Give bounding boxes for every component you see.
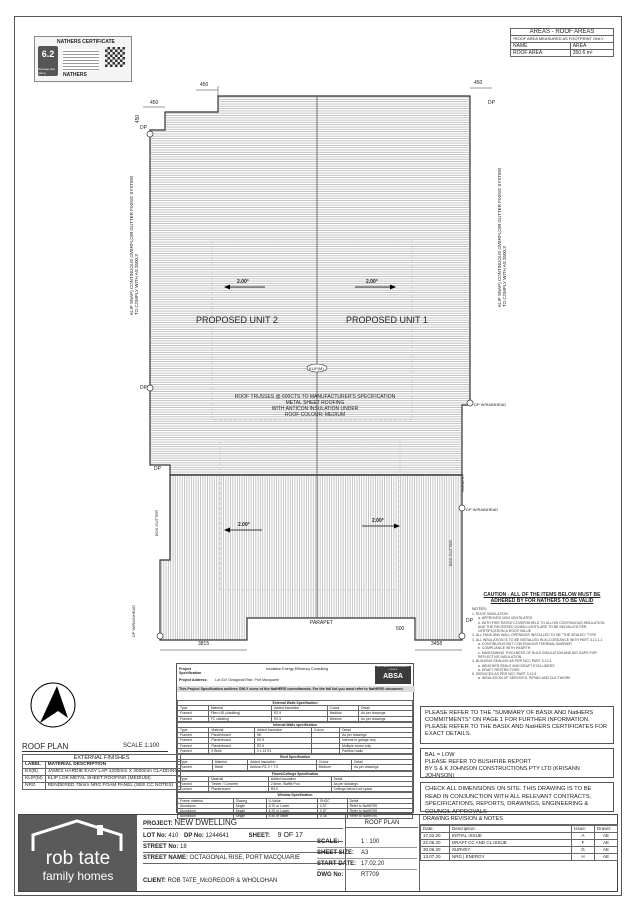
start-date-value: 17.02.20	[361, 861, 385, 867]
rainhead-label: DP W/RAINHEAD	[466, 507, 499, 512]
absa-badge	[375, 666, 411, 684]
spec-section-cell: 6.40 or lower	[266, 814, 317, 819]
spec-section-header: Added Insulation	[268, 776, 331, 781]
dp-label: DP	[140, 125, 147, 131]
street-name-label: STREET NAME:	[143, 855, 188, 861]
project-info	[141, 815, 343, 891]
sheet-size-label: SHEET SIZE:	[317, 850, 355, 856]
dim-bottom-right: 3458	[431, 641, 443, 647]
box-gutter-label: BOX GUTTER	[154, 509, 160, 537]
spec-section-header: Detail	[347, 798, 412, 803]
bal-line: BY S & K JOHNSON CONSTRUCTIONS PTY LTD (KRISANN JOHNSON)	[425, 766, 580, 779]
revision-cell: DRAFT CC AND CL ISSUE	[450, 840, 572, 847]
caution-notes	[472, 592, 612, 681]
box-gutter-label: BOX GUTTER	[448, 539, 454, 567]
spec-address-label: Project Address:	[179, 678, 208, 682]
sheet-label: SHEET:	[248, 833, 270, 839]
basix-notice: PLEASE REFER TO THE "SUMMARY OF BASIX AND NatHERS COMMITMENTS" ON PAGE 1 FOR FURTHER INFORMATION. PLEASE REFER TO THE BASIX AND NatHERS CERTIFICATES FOR EXACT DETAILS.	[420, 706, 614, 744]
absa-badge-top: AUSTRALIAN BUILDING ENERGY COUNCIL	[377, 666, 409, 671]
unit-2-label: PROPOSED UNIT 2	[196, 315, 278, 325]
finishes-header: MATERIAL DESCRIPTION	[45, 762, 180, 769]
dim-top-1: 450	[200, 82, 209, 88]
dim-bottom-left: 3815	[198, 641, 210, 647]
spec-section-header: Type	[178, 728, 209, 733]
spec-section-cell: Partition walls	[340, 748, 413, 753]
slope-label: 2.00°	[238, 522, 250, 528]
revision-title: DRAWING REVISION & NOTES	[420, 815, 618, 825]
sheet-size-value: A3	[361, 850, 369, 856]
slope-label: 2.00°	[237, 279, 249, 285]
dwg-no-value: RT709	[361, 872, 379, 878]
title-block	[18, 814, 618, 892]
spec-section-cell: Framed	[178, 716, 209, 721]
downpipe-marker	[147, 385, 153, 391]
spec-section-cell: Refer to NatHERS	[347, 814, 412, 819]
project-value: NEW DWELLING	[174, 818, 238, 827]
roof-plan-title-underline	[22, 751, 168, 752]
spec-section-cell: Contact	[178, 787, 209, 792]
spec-section-header: SHGC	[318, 798, 348, 803]
revision-cell: AE	[595, 833, 618, 840]
dwg-no-label: DWG No:	[317, 872, 344, 878]
absa-badge-brand: ABSA	[383, 673, 403, 680]
revision-cell: 13.07.20	[421, 854, 450, 861]
revision-header: Drawn:	[595, 826, 618, 833]
finishes-cell: KLIP LOK METAL SHEET ROOFING (MEDIUM)	[45, 776, 180, 783]
revision-cell: H	[572, 854, 595, 861]
finishes-cell: KLIP(M)	[23, 776, 46, 783]
spec-section-cell: Plasterboard	[209, 738, 255, 743]
spec-section-cell: Aluminium	[178, 803, 234, 808]
rainhead-label: DP W/RAINHEAD	[474, 402, 507, 407]
revision-cell: 17.02.20	[421, 833, 450, 840]
spec-section-cell: Refer to NatHERS	[347, 809, 412, 814]
start-date-label: START DATE:	[317, 861, 357, 867]
dp-no-label: DP No:	[184, 833, 204, 839]
spec-section-title: Internal Walls specification	[178, 722, 413, 727]
caution-item: 2. ALL FANS AND WALL OPENINGS INSTALLED TO BE "THE SEALED" TYPE	[472, 633, 597, 638]
energy-rating-stars: 6.2	[41, 49, 55, 59]
drawing-meta	[317, 837, 417, 880]
spec-section-cell: 0.57	[318, 803, 348, 808]
spec-section-header: Added Insulation	[254, 728, 311, 733]
finishes-cell: EX(B)	[23, 769, 46, 776]
dim-top-3: 450	[150, 100, 159, 106]
caution-item: b. WITH FIRE RATED COVER/SHIELD TO ALLOW CONTINUOUS INSULATION AND THE RECESSED DOWN LIGHTS ARE TO BE INSTALLED PER CERTIFICATION & ROOF VALUE	[478, 620, 605, 634]
spec-section-cell: 2 x 13 R1	[254, 748, 311, 753]
external-finishes-table	[22, 754, 179, 790]
spec-section-cell: Medium	[316, 765, 351, 770]
caution-item: 5. SERVICES AS PER NCC PART 3.12.5	[472, 672, 537, 677]
spec-section-cell: Framed	[178, 733, 209, 738]
project-label: PROJECT:	[143, 821, 173, 827]
downpipe-marker	[147, 131, 153, 137]
spec-section-cell: Plasterboard	[209, 787, 269, 792]
street-no-label: STREET No:	[143, 844, 179, 850]
gutter-note-right: KLIP SNAP) CONTINUOUS OVERFLOW GUTTER FIXING SYSTEM TO COMPLY WITH AS 3500.3	[497, 168, 507, 307]
areas-table-cell: ROOF AREA	[511, 50, 571, 57]
revision-table	[419, 815, 618, 891]
spec-section-cell: R4.0	[268, 787, 331, 792]
spec-section-header: Colour	[311, 728, 339, 733]
revision-cell: F	[572, 840, 595, 847]
areas-table-note: *ROOF AREA MEASURED AS FOOTPRINT ONLY	[511, 36, 614, 43]
dim-top-2: 450	[474, 80, 483, 86]
spec-section-cell: Plasterboard	[209, 733, 255, 738]
project-specification	[176, 663, 414, 819]
spec-section-cell: 5 Brick	[209, 748, 255, 753]
revision-cell: 30.06.20	[421, 847, 450, 854]
rainhead-label: DP W/RAINHEAD	[131, 604, 137, 638]
revision-cell: NRG | ENERGY	[450, 854, 572, 861]
scale-value: 1 : 100	[361, 839, 380, 845]
areas-table-cell: 350.6 m²	[570, 50, 613, 57]
sheet-value: 9 OF 17	[277, 832, 303, 839]
scale-label: SCALE:	[317, 839, 340, 845]
caution-item: c. MAINTAINING THICKNESS OF BULK INSULATION AND AIR GAPS FOR REFLECTIVE INSULATION	[478, 650, 597, 659]
logo-line2: family homes	[42, 869, 114, 883]
revision-cell: A	[572, 833, 595, 840]
spec-section-cell: Anticon R1.3 + 7.0	[248, 765, 317, 770]
spec-section-cell: As per drawings	[359, 711, 413, 716]
spec-section-header: Material	[209, 776, 269, 781]
spec-section-header: Material	[208, 706, 271, 711]
downpipe-marker	[459, 505, 465, 511]
caution-heading: CAUTION - ALL OF THE ITEMS BELOW MUST BE ADHERED BY FOR NATHERS TO BE VALID	[483, 592, 601, 604]
spec-section-cell: 6.70 or Lower	[266, 809, 317, 814]
spec-section-cell: Nil	[254, 733, 311, 738]
spec-section-cell: As per drawings	[340, 733, 413, 738]
spec-section-header: Type	[178, 776, 209, 781]
spec-section-header: Frame material	[178, 798, 234, 803]
spec-section-cell: Framed	[178, 711, 209, 716]
spec-section-cell: As per drawings	[331, 782, 412, 787]
spec-section-cell	[311, 748, 339, 753]
dp-label: DP	[488, 100, 495, 106]
spec-section-title: Window Specification	[178, 793, 413, 798]
check-dimensions-notice: CHECK ALL DIMENSIONS ON SITE. THIS DRAWING IS TO BE READ IN CONJUNCTION WITH ALL RELEVANT CONTRACTS, SPECIFICATIONS, REPORTS, DRAWINGS, ENGINEERING & COUNCIL APPROVALS	[420, 782, 614, 812]
caution-item: a. INSULATION OF SERVICES, PIPING AND DUCTWORK	[478, 676, 571, 681]
spec-section-title: External Walls Specification	[178, 701, 413, 706]
areas-table-header: NAME	[511, 43, 571, 50]
spec-section-cell: 6.70 or Lower	[266, 803, 317, 808]
spec-section-cell: Framed	[178, 765, 213, 770]
spec-section-cell: Refer to NatHERS	[347, 803, 412, 808]
spec-section-cell: Aluminium	[178, 809, 234, 814]
spec-section-header: Type	[178, 706, 209, 711]
revision-header: Date:	[421, 826, 450, 833]
finishes-cell: NRG	[23, 783, 46, 790]
spec-section-header: Colour	[327, 706, 358, 711]
spec-section-cell: Internal to garage only	[340, 738, 413, 743]
roof-plan-title: ROOF PLAN	[22, 742, 69, 751]
client-value: ROB TATE_McGREGOR & WHOLOHAN	[167, 878, 278, 884]
spec-section-cell: R2.5	[254, 738, 311, 743]
spec-section-cell: Single	[233, 803, 266, 808]
roof-note: METAL SHEET ROOFING	[285, 400, 345, 406]
caution-item: 4. BUILDING SEALING AS PER NCC PART 3.12.3	[472, 659, 552, 664]
spec-section-header: Material	[212, 760, 247, 765]
roof-plan-scale: SCALE 1:100	[123, 743, 160, 749]
bal-notice	[420, 748, 614, 778]
unit-1-label: PROPOSED UNIT 1	[346, 315, 428, 325]
spec-section-cell: Single	[233, 809, 266, 814]
revision-header: Issue:	[572, 826, 595, 833]
drawing-title: ROOF PLAN	[346, 819, 418, 828]
finishes-cell: RENDERED 75mm NRG FOAM PANEL (SEE CC NOTES)	[45, 783, 180, 790]
spec-section-cell: R2.5	[271, 711, 327, 716]
spec-certifier: Insulation Energy Efficiency Consulting	[265, 667, 329, 671]
spec-section-header: Type	[178, 760, 213, 765]
dp-no-value: 1244641	[205, 833, 229, 839]
spec-section-table	[177, 722, 413, 754]
spec-section-cell: R2.5	[271, 716, 327, 721]
areas-table-header: AREA	[570, 43, 613, 50]
dim-left: 450	[135, 114, 142, 124]
energy-rating-subtitle: Average star rating	[38, 67, 55, 75]
spec-section-cell: Framed	[178, 743, 209, 748]
finishes-cell: JAMES HARDIE EASY LAP 1200mm X 3000mm CLADDING	[45, 769, 180, 776]
roof-note: WITH ANTICON INSULATION UNDER	[271, 406, 359, 412]
logo-line1: rob tate	[45, 848, 111, 869]
downpipe-marker	[157, 633, 163, 639]
revision-cell: AE	[595, 840, 618, 847]
spec-section-table	[177, 754, 413, 771]
spec-address: Lot 410 Octagonal Rise, Port Macquarie	[215, 678, 279, 682]
spec-section-cell: Aluminium	[178, 814, 234, 819]
dp-label: DP	[466, 618, 473, 624]
spec-section-cell: As per drawings	[359, 716, 413, 721]
caution-item: a. WEATHER SEALS AND DRAFT EXCLUDERS	[478, 663, 555, 668]
spec-label: Project Specification	[179, 667, 202, 676]
roof-outline-lower	[160, 475, 462, 640]
downpipe-marker	[459, 633, 465, 639]
spec-section-cell: Medium	[327, 711, 358, 716]
spec-section-cell: As per drawings	[352, 765, 413, 770]
revision-cell: G	[572, 847, 595, 854]
spec-section-cell: Framed	[178, 748, 209, 753]
revision-cell: INITIAL ISSUE	[450, 833, 572, 840]
spec-section-header: Detail	[331, 776, 412, 781]
lot-value: 410	[168, 833, 179, 839]
spec-section-header: Material	[209, 728, 255, 733]
spec-section-cell: Single	[233, 814, 266, 819]
spec-section-title: Roof Specification	[178, 755, 413, 760]
spec-section-header: Glazing	[233, 798, 266, 803]
spec-warning: This Project Specification outlines ONLY some of the NatHERS commitments. For the full list you must refer to NatHERS document.	[177, 686, 415, 692]
spec-section-cell: 0.57	[318, 809, 348, 814]
lot-label: LOT No:	[143, 833, 167, 839]
slope-label: 2.00°	[372, 518, 384, 524]
spec-section-cell: 0.46	[318, 814, 348, 819]
spec-section-cell: Metal	[212, 765, 247, 770]
spec-section-cell: FC cladding	[208, 716, 271, 721]
caution-item: b. DRAFT RESTRICTORS	[478, 667, 520, 672]
spec-section-header: U-Value	[266, 798, 317, 803]
finishes-header: LABEL	[23, 762, 46, 769]
revision-cell: 22.06.20	[421, 840, 450, 847]
caution-notes-label: NOTES:	[472, 606, 487, 611]
caution-item: a. APPROVED NON VENTILATED	[478, 616, 533, 621]
spec-section-cell: R2.5	[254, 743, 311, 748]
spec-section-cell: Ceilings below roof space	[331, 787, 412, 792]
roof-note: ROOF COLOUR: MEDIUM	[284, 412, 346, 418]
spec-section-table	[177, 700, 413, 722]
spec-section-header: Added Insulation	[271, 706, 327, 711]
street-no-value: 18	[180, 844, 187, 850]
roof-note: ROOF TRUSSES @ 600CTS TO MANUFACTURER'S SPECIFICATION	[234, 394, 396, 400]
dp-label: DP	[154, 466, 161, 472]
spec-section-title: Floors/Ceilings Specification	[178, 771, 413, 776]
bal-line: PLEASE REFER TO BUSHFIRE REPORT	[425, 759, 531, 765]
spec-section-cell: Timber / Concrete	[209, 782, 269, 787]
spec-section-cell: 2.5mm, Waffle Pod	[268, 782, 331, 787]
spec-section-cell: Framed	[178, 738, 209, 743]
revision-cell: SURVEY	[450, 847, 572, 854]
energy-rating-heading: NATHERS CERTIFICATE	[57, 39, 115, 45]
roof-material-tag: KLIP(M)	[309, 366, 324, 371]
gutter-note-left: KLIP SNAP) CONTINUOUS OVERFLOW GUTTER FIXING SYSTEM TO COMPLY WITH AS 3500.3	[129, 176, 139, 315]
spec-section-header: Detail	[340, 728, 413, 733]
spec-section-header: Colour	[316, 760, 351, 765]
spec-section-cell: Plasterboard	[209, 743, 255, 748]
dim-small: 500	[396, 626, 405, 632]
revision-header: Description:	[450, 826, 572, 833]
parapet-label-side: PARAPET	[460, 473, 466, 493]
spec-section-cell: Framed	[178, 782, 209, 787]
roof-notes	[220, 394, 410, 418]
energy-rating-brand: NATHERS	[63, 72, 87, 78]
finishes-title: EXTERNAL FINISHES	[23, 755, 181, 762]
caution-item: b. COMPLIANCE WITH HEARTH	[478, 646, 531, 651]
parapet-label: PARAPET	[310, 620, 333, 626]
revision-cell: AE	[595, 854, 618, 861]
street-name-value: OCTAGONAL RISE, PORT MACQUARIE	[189, 855, 301, 861]
spec-section-header: Detail	[352, 760, 413, 765]
revision-cell: AE	[595, 847, 618, 854]
downpipe-marker	[467, 400, 473, 406]
client-label: CLIENT:	[143, 878, 166, 884]
spec-sections	[177, 700, 413, 819]
spec-section-header: Added Insulation	[248, 760, 317, 765]
slope-label: 2.00°	[366, 279, 378, 285]
areas-table-title: AREAS - ROOF AREAS	[511, 29, 614, 36]
spec-section-cell: Fibro HD (cladding)	[208, 711, 271, 716]
company-logo	[19, 815, 137, 891]
spec-section-header: Detail	[359, 706, 413, 711]
caution-item: 1. ROOF INSULATION	[472, 612, 508, 616]
bal-line: BAL = LOW	[425, 752, 455, 758]
roof-outline-upper	[150, 96, 470, 475]
dp-label: DP	[140, 385, 147, 391]
spec-section-table	[177, 771, 413, 793]
spec-section-cell: Medium	[327, 716, 358, 721]
spec-section-cell: Multiple zones only	[340, 743, 413, 748]
caution-item: a. CONTINUOUS BUT CONTINUOUS THERMAL BARRIER	[478, 642, 572, 647]
caution-item: 3. ALL INSULATION IS TO BE INSTALLED IN ACCORDANCE WITH PART 3.12.1.1	[472, 637, 603, 642]
